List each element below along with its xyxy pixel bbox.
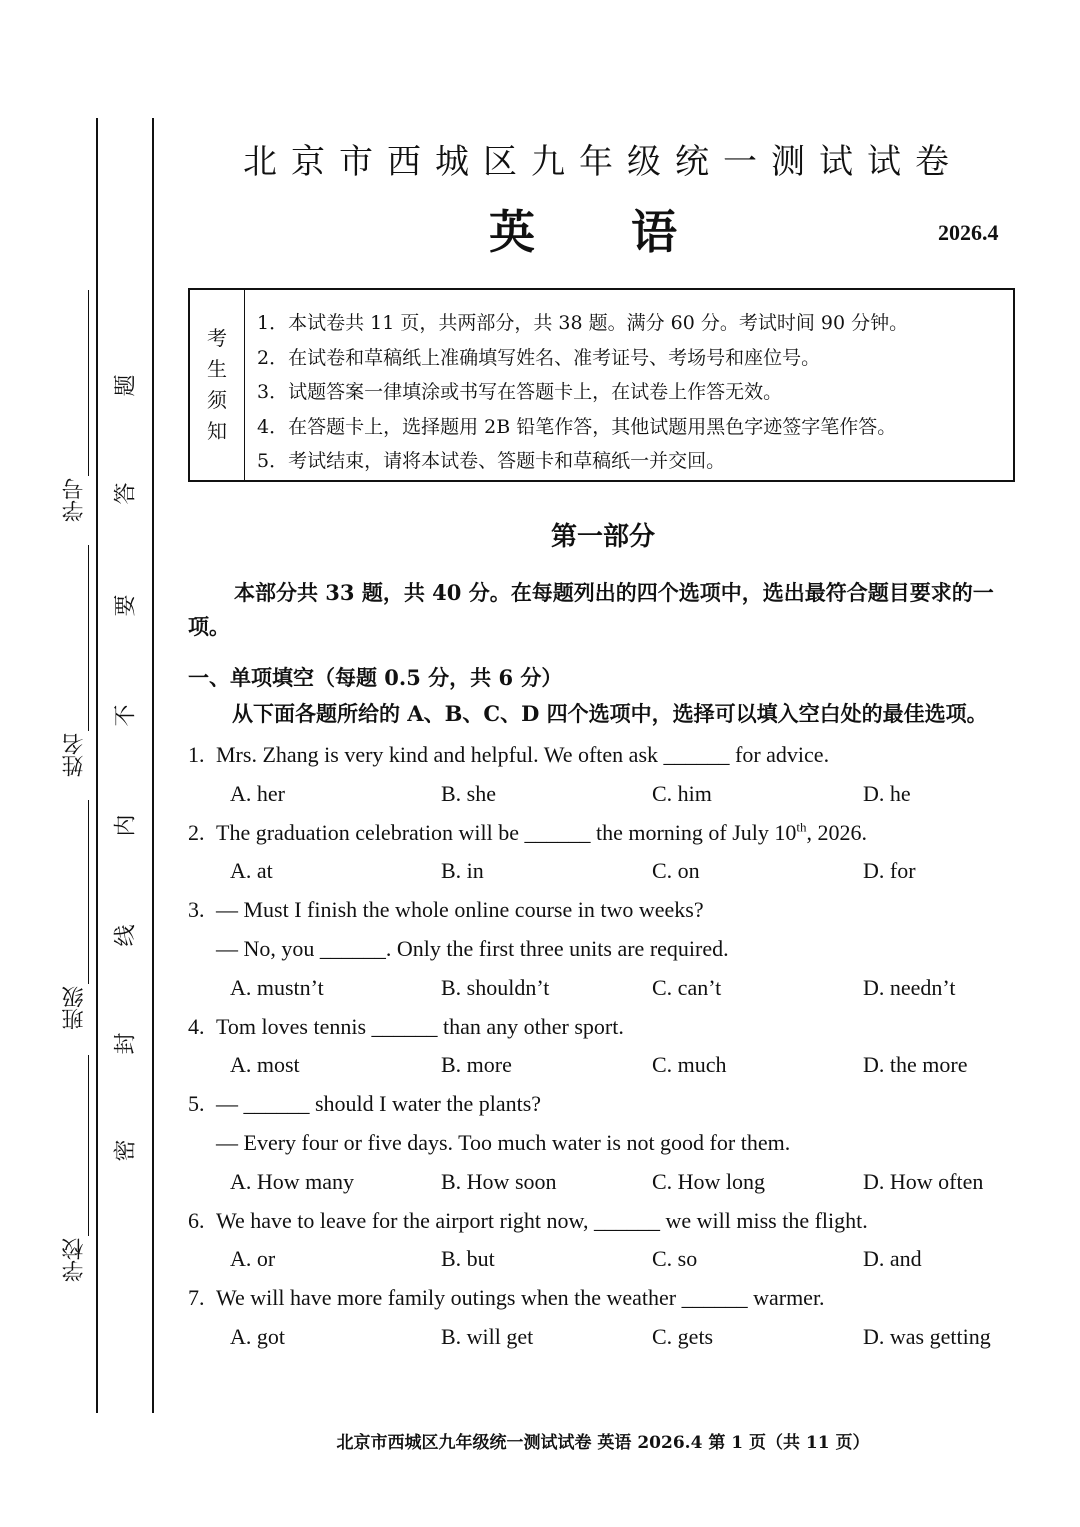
part-title: 第一部分 bbox=[550, 522, 655, 552]
option: A. mustn’t bbox=[230, 974, 324, 1000]
seal-char: 不 bbox=[113, 704, 139, 727]
student-id-field[interactable] bbox=[88, 290, 89, 476]
notice-item: 3．试题答案一律填涂或书写在答题卡上，在试卷上作答无效。 bbox=[257, 381, 783, 403]
option: B. How soon bbox=[441, 1168, 557, 1194]
question-stem bbox=[188, 930, 1018, 969]
name-label: 姓名 bbox=[62, 733, 87, 777]
question-1 bbox=[188, 736, 1018, 814]
seal-char: 内 bbox=[113, 814, 139, 837]
option: C. so bbox=[652, 1246, 698, 1272]
option: A. at bbox=[230, 858, 273, 884]
option: B. shouldn’t bbox=[441, 974, 550, 1000]
section-instruction: 从下面各题所给的 A、B、C、D 四个选项中，选择可以填入空白处的最佳选项。 bbox=[232, 701, 988, 726]
option: B. in bbox=[441, 858, 484, 884]
section-title: 一、单项填空（每题 0.5 分，共 6 分） bbox=[188, 665, 563, 690]
seal-char: 封 bbox=[113, 1032, 139, 1055]
exam-title: 北京市西城区九年级统一测试试卷 bbox=[243, 142, 963, 182]
option-row bbox=[188, 1318, 1018, 1357]
question-number: 5. bbox=[188, 1091, 205, 1117]
option: A. got bbox=[230, 1323, 285, 1349]
school-label: 学校 bbox=[62, 1238, 87, 1282]
question-number: 6. bbox=[188, 1207, 205, 1233]
option: A. How many bbox=[230, 1168, 355, 1194]
question-stem bbox=[188, 1008, 1018, 1047]
class-field[interactable] bbox=[88, 800, 89, 984]
question-text: — Every four or five days. Too much water is not good for them. bbox=[216, 1129, 791, 1155]
question-stem bbox=[188, 1279, 1018, 1318]
option-row bbox=[188, 1046, 1018, 1085]
option: C. him bbox=[652, 780, 712, 806]
option-row bbox=[188, 969, 1018, 1008]
part-description: 本部分共 33 题，共 40 分。在每题列出的四个选项中，选出最符合题目要求的一项。 bbox=[188, 580, 994, 639]
school-field[interactable] bbox=[88, 1055, 89, 1236]
seal-char: 要 bbox=[113, 594, 139, 617]
class-label: 班级 bbox=[62, 986, 87, 1030]
superscript: th bbox=[796, 819, 807, 835]
question-stem bbox=[188, 1085, 1018, 1124]
question-3 bbox=[188, 891, 1018, 1007]
option: D. needn’t bbox=[863, 974, 956, 1000]
question-number: 2. bbox=[188, 819, 205, 845]
page-footer: 北京市西城区九年级统一测试试卷 英语 2026.4 第 1 页（共 11 页） bbox=[336, 1433, 870, 1453]
option: C. How long bbox=[652, 1168, 766, 1194]
question-text: We will have more family outings when the weather ______ warmer. bbox=[216, 1285, 825, 1311]
notice-item: 2．在试卷和草稿纸上准确填写姓名、准考证号、考场号和座位号。 bbox=[257, 346, 821, 369]
margin-line-outer bbox=[96, 118, 98, 1413]
option: C. much bbox=[652, 1052, 727, 1078]
question-stem bbox=[188, 1202, 1018, 1241]
question-number: 4. bbox=[188, 1013, 205, 1039]
notice-item: 5．考试结束，请将本试卷、答题卡和草稿纸一并交回。 bbox=[257, 450, 726, 472]
question-6 bbox=[188, 1202, 1018, 1280]
notice-item: 1．本试卷共 11 页，共两部分，共 38 题。满分 60 分。考试时间 90 分钟。 bbox=[257, 312, 909, 334]
option: B. she bbox=[441, 780, 496, 806]
notice-label-char: 考 bbox=[207, 326, 227, 350]
option: D. and bbox=[863, 1246, 922, 1272]
option: C. can’t bbox=[652, 974, 722, 1000]
notice-label-char: 须 bbox=[207, 388, 227, 412]
seal-char: 题 bbox=[113, 374, 139, 397]
question-text: The graduation celebration will be ______ the morning of July 10 bbox=[216, 819, 797, 845]
question-2 bbox=[188, 814, 1018, 892]
notice-box bbox=[188, 288, 1015, 482]
question-number: 1. bbox=[188, 742, 205, 767]
option: B. will get bbox=[441, 1323, 534, 1349]
question-stem bbox=[188, 1124, 1018, 1163]
student-id-label: 学号 bbox=[62, 478, 87, 522]
name-field[interactable] bbox=[88, 545, 89, 731]
question-number: 7. bbox=[188, 1285, 205, 1311]
notice-label bbox=[190, 290, 245, 480]
question-stem bbox=[188, 891, 1018, 930]
question-5 bbox=[188, 1085, 1018, 1201]
option: A. most bbox=[230, 1052, 300, 1078]
option: B. but bbox=[441, 1246, 495, 1272]
option: D. was getting bbox=[863, 1323, 991, 1349]
option: D. the more bbox=[863, 1052, 968, 1078]
option-row bbox=[188, 775, 1018, 814]
option: A. or bbox=[230, 1246, 276, 1272]
notice-label-char: 生 bbox=[207, 357, 227, 381]
question-stem bbox=[188, 736, 1018, 775]
question-stem bbox=[188, 814, 1018, 853]
seal-char: 线 bbox=[113, 924, 139, 947]
exam-date: 2026.4 bbox=[938, 220, 999, 245]
question-7 bbox=[188, 1279, 1018, 1357]
question-text: — ______ should I water the plants? bbox=[216, 1091, 542, 1117]
question-text: Tom loves tennis ______ than any other sport. bbox=[216, 1013, 624, 1039]
option: A. her bbox=[230, 780, 285, 806]
option-row bbox=[188, 1163, 1018, 1202]
option: D. he bbox=[863, 780, 911, 806]
subject-title: 英 语 bbox=[488, 205, 717, 259]
question-text: Mrs. Zhang is very kind and helpful. We often ask ______ for advice. bbox=[216, 742, 830, 767]
option: D. for bbox=[863, 858, 916, 884]
option: C. gets bbox=[652, 1323, 714, 1349]
binding-margin bbox=[0, 0, 160, 1527]
question-text: — Must I finish the whole online course in two weeks? bbox=[216, 897, 704, 923]
seal-char: 答 bbox=[113, 482, 139, 505]
question-4 bbox=[188, 1008, 1018, 1086]
notice-label-char: 知 bbox=[207, 419, 227, 443]
option: C. on bbox=[652, 858, 700, 884]
margin-line-inner bbox=[152, 118, 154, 1413]
option-row bbox=[188, 1240, 1018, 1279]
question-list bbox=[188, 736, 1018, 1357]
option: B. more bbox=[441, 1052, 512, 1078]
question-text: — No, you ______. Only the first three units are required. bbox=[216, 935, 729, 961]
notice-item: 4．在答题卡上，选择题用 2B 铅笔作答，其他试题用黑色字迹签字笔作答。 bbox=[257, 415, 897, 438]
option: D. How often bbox=[863, 1168, 984, 1194]
notice-list bbox=[245, 290, 918, 480]
question-text: We have to leave for the airport right now, ______ we will miss the flight. bbox=[216, 1207, 868, 1233]
question-text-tail: , 2026. bbox=[806, 819, 868, 845]
option-row bbox=[188, 852, 1018, 891]
seal-char: 密 bbox=[113, 1139, 139, 1162]
question-number: 3. bbox=[188, 897, 205, 923]
